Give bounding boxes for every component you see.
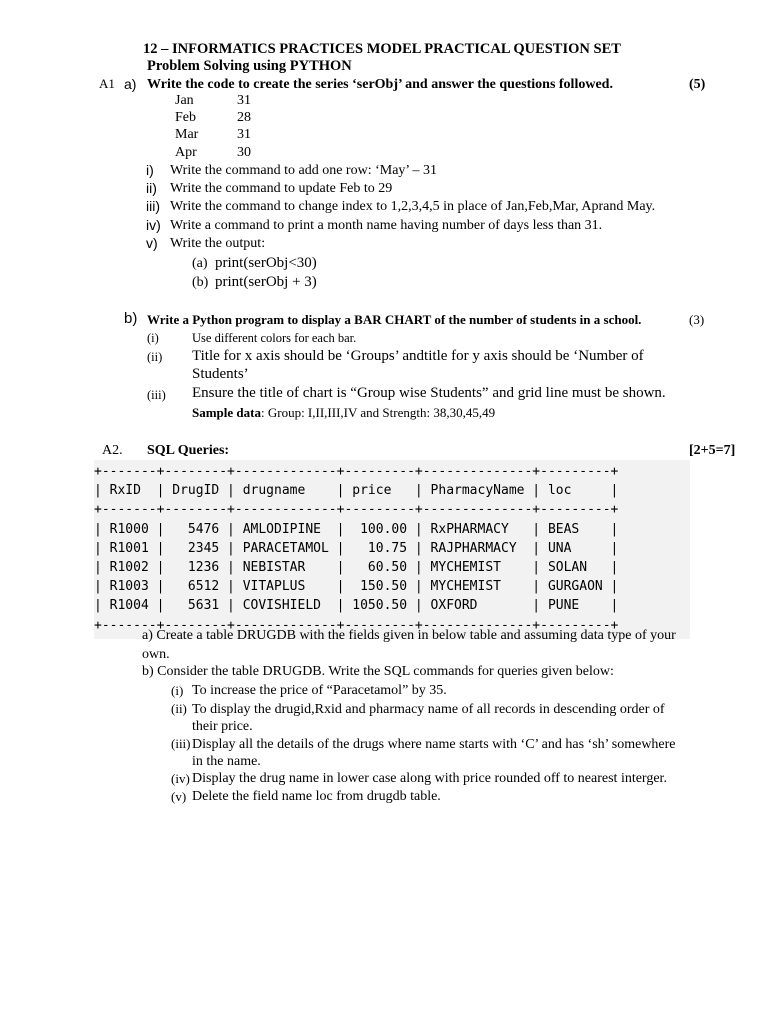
sample-data — [192, 405, 495, 421]
marks-a1a: (5) — [689, 77, 706, 92]
sql-part-a: a) Create a table DRUGDB with the fields given in below table and assuming data type of your own. — [142, 628, 676, 662]
item-text: Write the command to add one row: ‘May’ – 31 — [170, 163, 438, 178]
item-number: iii) — [146, 198, 160, 214]
page-subtitle: Problem Solving using PYTHON — [147, 58, 352, 74]
marks-a1b: (3) — [689, 312, 705, 327]
item-text: Write the command to update Feb to 29 — [170, 181, 393, 196]
query-text: Delete the field name loc from drugdb table. — [192, 789, 441, 804]
marks-a2: [2+5=7] — [689, 443, 736, 458]
item-number: v) — [146, 235, 158, 251]
query-text: Display all the details of the drugs where name starts with ‘C’ and has ‘sh’ somewhere in the name. — [192, 737, 676, 769]
item-number: i) — [146, 162, 154, 178]
query-number: (v) — [171, 789, 187, 804]
series-days: 28 — [237, 110, 251, 125]
output-number: (b) — [192, 275, 209, 290]
item-number: ii) — [146, 180, 157, 196]
series-month: Mar — [175, 127, 199, 142]
series-month: Feb — [175, 110, 196, 125]
query-number: (i) — [171, 683, 184, 698]
item-number: (ii) — [147, 350, 163, 364]
question-a1a-text: Write the code to create the series ‘serObj’ and answer the questions followed. — [147, 77, 613, 92]
query-text: To display the drugid,Rxid and pharmacy name of all records in descending order of their price. — [192, 702, 665, 734]
sample-data-label: Sample data — [192, 405, 261, 420]
item-text: Use different colors for each bar. — [192, 331, 357, 345]
series-month: Apr — [175, 145, 197, 160]
output-number: (a) — [192, 256, 208, 271]
part-letter-b: b) — [124, 310, 138, 327]
page-title: 12 – INFORMATICS PRACTICES MODEL PRACTICAL QUESTION SET — [143, 41, 621, 57]
query-number: (ii) — [171, 701, 187, 716]
sample-data-text: : Group: I,II,III,IV and Strength: 38,30,45,49 — [260, 405, 496, 420]
question-number-a2: A2. — [102, 443, 123, 458]
item-text: Title for x axis should be ‘Groups’ andtitle for y axis should be ‘Number of Students’ — [192, 348, 644, 382]
query-text: Display the drug name in lower case along with price rounded off to nearest interger. — [192, 771, 667, 786]
item-text: Write a command to print a month name having number of days less than 31. — [170, 218, 603, 233]
item-number: (i) — [147, 331, 159, 345]
output-text: print(serObj + 3) — [215, 274, 317, 290]
item-number: (iii) — [147, 388, 166, 402]
series-days: 31 — [237, 93, 251, 108]
drug-table: +-------+--------+-------------+---------+--------------+---------+ | RxID | DrugID | drugname | price | PharmacyName | loc | +-------+--------+-------------+---------+--------------+---------+ | R1000 | 5476 | AMLODIPINE | 100.00 | RxPHARMACY | BEAS | | R1001 | 2345 | PARACETAMOL | 10.75 | RAJPHARMACY | UNA | | R1002 | 1236 | NEBISTAR | 60.50 | MYCHEMIST | SOLAN | | R1003 | 6512 | VITAPLUS | 150.50 | MYCHEMIST | GURGAON | | R1004 | 5631 | COVISHIELD | 1050.50 | OXFORD | PUNE | +-------+--------+-------------+---------+--------------+---------+ — [94, 460, 690, 639]
sql-part-b: b) Consider the table DRUGDB. Write the SQL commands for queries given below: — [142, 664, 614, 679]
output-text: print(serObj<30) — [215, 255, 317, 271]
query-text: To increase the price of “Paracetamol” by 35. — [192, 683, 447, 698]
item-text: Write the output: — [170, 236, 266, 251]
item-text: Write the command to change index to 1,2,3,4,5 in place of Jan,Feb,Mar, Aprand May. — [170, 199, 656, 214]
series-month: Jan — [175, 93, 194, 108]
series-days: 31 — [237, 127, 251, 142]
series-days: 30 — [237, 145, 251, 160]
query-number: (iii) — [171, 736, 191, 751]
item-text: Ensure the title of chart is “Group wise Students” and grid line must be shown. — [192, 385, 666, 401]
item-number: iv) — [146, 217, 161, 233]
sql-section-title: SQL Queries: — [147, 443, 230, 458]
question-a1b-text: Write a Python program to display a BAR CHART of the number of students in a school. — [147, 312, 642, 327]
query-number: (iv) — [171, 771, 190, 786]
question-number-a1: A1 — [99, 76, 115, 91]
part-letter-a: a) — [124, 76, 137, 92]
